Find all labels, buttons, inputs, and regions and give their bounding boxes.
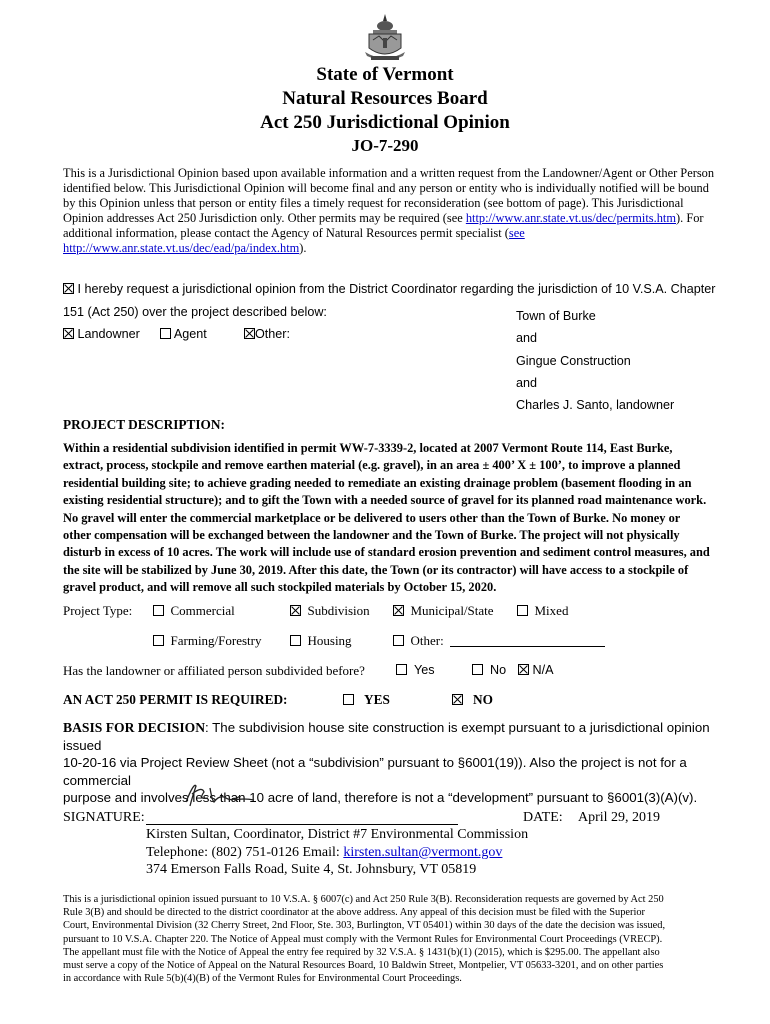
permit-yes-checkbox[interactable] — [343, 694, 354, 705]
other-option — [244, 327, 290, 341]
type-other-field[interactable] — [450, 646, 605, 647]
intro-paragraph — [63, 166, 733, 256]
footer-line: Rule 3(B) and should be directed to the district coordinator at the above address. Any appeal of this decision must be filed with the Superior — [63, 907, 646, 919]
farming-checkbox[interactable] — [153, 635, 164, 646]
intro-text: ). — [299, 241, 307, 255]
landowner-checkbox[interactable] — [63, 328, 74, 339]
type-farming — [153, 633, 262, 649]
basis-for-decision — [63, 719, 743, 807]
landowner-label: Landowner — [77, 327, 140, 341]
type-subdivision — [290, 603, 370, 619]
project-type-label: Project Type: — [63, 603, 133, 618]
subdivided-no — [472, 663, 506, 677]
request-line-1: I hereby request a jurisdictional opinion from the District Coordinator regarding the jurisdiction of 10 V.S.A. Chapter — [77, 282, 716, 296]
subdivided-yes — [396, 663, 435, 677]
footer-line: must serve a copy of the Notice of Appeal on the Natural Resources Board, 10 Baldwin Street, Montpelier, VT 05633-3201, and on other parties — [63, 960, 664, 972]
intro-line: This is a Jurisdictional Opinion based upon available information and a written request from the Landowner/Agent or Other Person — [63, 166, 715, 180]
permit-no-label: NO — [472, 692, 493, 707]
permit-required-label: AN ACT 250 PERMIT IS REQUIRED: — [63, 692, 288, 707]
municipal-label: Municipal/State — [410, 603, 494, 618]
opinion-number: JO-7-290 — [351, 136, 419, 155]
permit-no-checkbox[interactable] — [452, 694, 463, 705]
commercial-label: Commercial — [170, 603, 235, 618]
housing-checkbox[interactable] — [290, 635, 301, 646]
signature-line — [146, 824, 458, 825]
municipal-checkbox[interactable] — [393, 605, 404, 616]
requester-type-row — [63, 327, 140, 341]
type-other-checkbox[interactable] — [393, 635, 404, 646]
subdivided-na-checkbox[interactable] — [518, 664, 529, 675]
project-line: residential building site; to achieve grading needed to remediate an existing drainage problem (basement flooding in an — [63, 475, 692, 490]
intro-text: ). For — [676, 211, 704, 225]
permit-specialist-link[interactable]: see — [508, 226, 525, 240]
basis-line — [63, 719, 743, 754]
type-housing — [290, 633, 352, 649]
project-line: existing residential structure); and to gift the Town with a needed source of gravel for its planned road maintenance work. — [63, 493, 707, 508]
permits-link[interactable]: http://www.anr.state.vt.us/dec/permits.htm — [465, 211, 676, 225]
permit-specialist-url-link[interactable]: http://www.anr.state.vt.us/dec/ead/pa/index.htm — [63, 241, 300, 255]
date-label: DATE: — [523, 810, 563, 825]
phone-text: Telephone: (802) 751-0126 Email: — [146, 844, 344, 860]
type-municipal — [393, 603, 494, 619]
project-line: disturb in excess of 10 acres. The work will include use of standard erosion prevention and sediment control measures, and — [63, 545, 710, 560]
request-statement — [63, 282, 715, 296]
footer-line: pursuant to 10 V.S.A. Chapter 220. The Notice of Appeal must comply with the Vermont Rules for Environmental Court Proceedings (VRECP). — [63, 933, 663, 945]
commercial-checkbox[interactable] — [153, 605, 164, 616]
mixed-checkbox[interactable] — [517, 605, 528, 616]
permit-no — [452, 692, 493, 708]
footer-line: Court, Environmental Division (32 Cherry Street, 2nd Floor, Ste. 303, Burlington, VT 05401) within 30 days of the date the decision was issued, — [63, 920, 666, 932]
project-description — [63, 440, 743, 597]
parties-list — [516, 305, 674, 416]
farming-label: Farming/Forestry — [170, 633, 262, 648]
footer-notice — [63, 893, 743, 985]
agent-checkbox[interactable] — [160, 328, 171, 339]
footer-line: The appellant must file with the Notice of Appeal the entry fee required by 32 V.S.A. § 1431(b)(1) (2015), which is $295.00. The appellant also — [63, 946, 660, 958]
agent-label: Agent — [173, 327, 207, 341]
subdivided-yes-label: Yes — [414, 663, 435, 677]
mixed-label: Mixed — [534, 603, 569, 618]
type-commercial — [153, 603, 235, 619]
subdivided-na-label: N/A — [532, 663, 554, 677]
opinion-title: Act 250 Jurisdictional Opinion — [260, 112, 510, 133]
office-address: 374 Emerson Falls Road, Suite 4, St. Johnsbury, VT 05819 — [146, 862, 477, 877]
project-line: gravel product, and will remove all such stockpiled materials by October 15, 2020. — [63, 580, 497, 595]
project-line: extract, process, stockpile and remove earthen material (e.g. gravel), in an area ± 400’ X ± 100’, to improve a planned — [63, 458, 681, 473]
intro-text: Opinion addresses Act 250 Jurisdiction only. Other permits may be required (see — [63, 211, 466, 225]
intro-line — [63, 241, 733, 256]
subdivided-yes-checkbox[interactable] — [396, 664, 407, 675]
request-line-2: 151 (Act 250) over the project described below: — [63, 305, 327, 319]
project-line: No gravel will enter the commercial marketplace or be delivered to users other than the Town of Burke. No money or — [63, 510, 681, 525]
other-checkbox[interactable] — [244, 328, 255, 339]
other-label: Other: — [255, 327, 290, 341]
party-connector: and — [516, 331, 538, 346]
party-item: Town of Burke — [516, 309, 596, 323]
basis-label: BASIS FOR DECISION — [63, 720, 206, 735]
vermont-seal-icon — [359, 12, 411, 64]
footer-line: in accordance with Rule 5(b)(4)(B) of the Vermont Rules for Environmental Court Proceedings. — [63, 973, 462, 985]
coordinator-block — [146, 826, 528, 879]
type-mixed — [517, 603, 568, 619]
permit-yes-label: YES — [363, 692, 390, 707]
subdivided-question: Has the landowner or affiliated person subdivided before? — [63, 663, 365, 678]
intro-line — [63, 226, 733, 241]
board-title: Natural Resources Board — [282, 88, 488, 109]
subdivided-na — [518, 663, 554, 677]
intro-text: additional information, please contact the Agency of Natural Resources permit specialist ( — [63, 226, 509, 240]
type-other — [393, 633, 444, 649]
intro-line: by this Opinion unless that person or entity files a timely request for reconsideration (see bottom of page). This Jurisdictional — [63, 196, 684, 210]
agent-option — [160, 327, 207, 341]
type-other-label: Other: — [410, 633, 444, 648]
intro-line: identified below. This Jurisdictional Opinion will become final and any person or entity who is individually notified will be bound — [63, 181, 709, 195]
state-title: State of Vermont — [316, 64, 454, 85]
signature-graphic — [180, 780, 260, 810]
party-connector: and — [516, 375, 538, 390]
basis-line: purpose and involves less than 10 acre of land, therefore is not a “development” pursuant to §6001(3)(A)(v). — [63, 790, 698, 805]
project-line: other compensation will be exchanged between the landowner and the Town of Burke. The project will not physically — [63, 528, 680, 543]
party-item: Charles J. Santo, landowner — [516, 398, 675, 413]
request-checkbox[interactable] — [63, 283, 74, 294]
contact-line — [146, 844, 528, 862]
subdivision-checkbox[interactable] — [290, 605, 301, 616]
project-line: the site will be stabilized by June 30, 2019. After this date, the Town (or its contractor) will have access to a stockpile of — [63, 562, 689, 577]
housing-label: Housing — [307, 633, 352, 648]
signature-label: SIGNATURE: — [63, 810, 145, 825]
coordinator-name: Kirsten Sultan, Coordinator, District #7 Environmental Commission — [146, 827, 529, 842]
permit-yes — [343, 692, 390, 708]
party-item: Gingue Construction — [516, 353, 631, 368]
intro-line — [63, 211, 733, 226]
email-link[interactable]: kirsten.sultan@vermont.gov — [343, 844, 503, 860]
basis-text: : The subdivision house site construction is exempt pursuant to a jurisdictional opinion issued — [63, 720, 710, 753]
basis-line: 10-20-16 via Project Review Sheet (not a “subdivision” pursuant to §6001(19)). Also the project is not for a commercial — [63, 755, 687, 788]
project-line: Within a residential subdivision identified in permit WW-7-3339-2, located at 2007 Vermont Route 114, East Burke, — [63, 441, 673, 455]
subdivided-no-label: No — [490, 663, 507, 677]
subdivided-no-checkbox[interactable] — [472, 664, 483, 675]
project-description-heading: PROJECT DESCRIPTION: — [63, 417, 225, 432]
subdivision-label: Subdivision — [307, 603, 370, 618]
date-value: April 29, 2019 — [578, 810, 661, 825]
footer-line: This is a jurisdictional opinion issued pursuant to 10 V.S.A. § 6007(c) and Act 250 Rule 3(B). Reconsideration requests are governed by Act 250 — [63, 894, 664, 905]
